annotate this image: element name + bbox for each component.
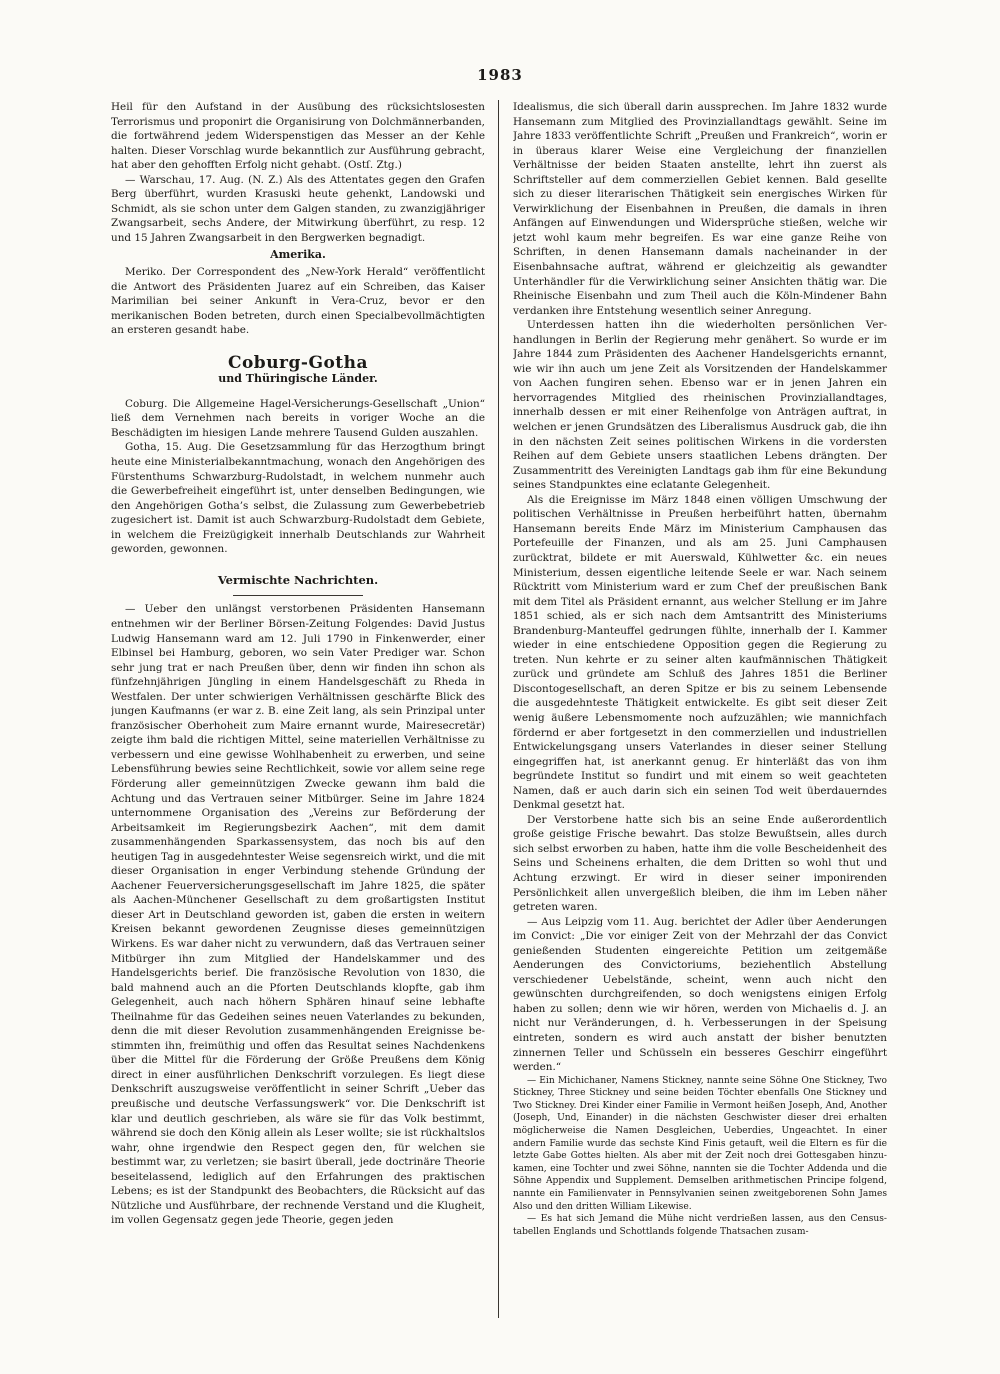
article-paragraph: Unterdessen hatten ihn die wiederholten persönlichen Verhandlungen in Berlin der Regierung mehr genähert. So wurde er im Jahre 1844 zum Präsidenten des Aachener Handelsgerichts ernannt, wie wir ihn auch um jene Zeit als Vorsitzenden der Handelskammer von Aachen fungiren sehen. Ebenso war er in jenen Jahren ein hervorragendes Mitglied des rheinischen Provinziallandtages, innerhalb dessen er mit einer Reihenfolge von Anträgen auftrat, in welchen er jenen Grundsätzen des Liberalismus Ausdruck gab, die ihn in den nächsten Zeit seines politischen Wirkens in die vordersten Reihen auf dem Gebiete unsers staatlichen Lebens drängten. Der Zusammentritt des Vereinigten Landtags gab ihm für eine Bekundung seines Standpunktes eine eclatante Gelegenheit. (513, 319, 887, 492)
right-column (513, 100, 887, 1325)
column-divider (498, 100, 499, 1318)
article-paragraph: Idealismus, die sich überall darin aussprechen. Im Jahre 1832 wurde Hansemann zum Mitglied des Provinziallandtags gewählt. Seine im Jahre 1833 veröffentlichte Schrift „Preußen und Frankreich“, worin er in überaus klarer Weise eine Vergleichung der finanziellen Verhältnisse der beiden Staaten anstellte, lehrt ihn zuerst als Schriftsteller auf dem commerziellen Gebiet kennen. Bald gesellte sich zu dieser literarischen Thätigkeit sein energisches Wirken für Verwirklichung der Eisenbahnen in Preußen, die damals in ihren Anfängen auf Einwendungen und Widersprüche stießen, welche wir jetzt wohl kaum mehr begreifen. Es war eine ganze Reihe von Schriften, in denen Hansemann damals nacheinander in der Eisenbahnsache auftrat, während er gleichzeitig als gewandter Unterhändler für die Verwirklichung seiner Ansichten thätig war. Die Rheinische Eisenbahn und zum Theil auch die Köln-Mindener Bahn verdanken ihre Entstehung wesentlich seiner Anregung. (513, 101, 887, 317)
section-heading-amerika: Amerika. (270, 248, 326, 262)
section-heading-coburg-gotha: Coburg-Gotha (227, 352, 369, 373)
article-paragraph: Als die Ereignisse im März 1848 einen völligen Umschwung der politischen Verhältnisse in Preußen herbeiführt hatten, übernahm Hansemann bereits Ende März im Ministerium Camphausen das Portefeuille der Finanzen, und als am 25. Juni Camphausen zurücktrat, bildete er mit Auerswald, Kühlwetter &c. ein neues Ministerium, dessen eigentliche leitende Seele er war. Nach seinem Rücktritt vom Ministerium ward er zum Chef der preußischen Bank mit dem Titel als Präsident ernannt, aus welcher Stellung er im Jahre 1851 schied, als er sich nach dem Amtsantritt des Ministeriums Brandenburg-Manteuffel gedrungen fühlte, innerhalb der I. Kammer wieder in eine entschiedene Opposition gegen die Regierung zu treten. Nun kehrte er zu seiner alten kaufmännischen Thätigkeit zurück und gründete am Schluß des Jahres 1851 die Berliner Discontogesellschaft, an deren Spitze er bis zu seinem Lebensende die ausgedehnteste Thätigkeit entwickelte. Es gibt seit dieser Zeit wenig äußere Lebensmomente noch aufzuzählen; wie mannichfach fördernd er aber fortgesetzt in den commerziellen und industriellen Entwickelungsgang unsers Vaterlandes in dieser seiner Stellung eingegriffen hat, ist anerkannt genug. Er hinterläßt das von ihm begründete Institut so fundirt und mit einem so weit geachteten Namen, daß er auch darin sich ein seinen Tod weit überdauerndes Denkmal gesetzt hat. (513, 493, 887, 812)
article-paragraph: — Warschau, 17. Aug. (N. Z.) Als des Attentates gegen den Grafen Berg überführt, wurden Krasuski heute gehenkt, Landowski und Schmidt, als sie schon unter dem Galgen standen, zu zwanzigjähriger Zwangsarbeit, sechs Andere, der Mitwirkung überführt, zu resp. 12 und 15 Jahren Zwangsarbeit in den Bergwerken begnadigt. (111, 173, 485, 244)
article-paragraph-small: — Ein Michichaner, Namens Stickney, nannte seine Söhne One Stickney, Two Stickney, Three Stickney und seine beiden Töchter ebenfalls One Stickney und Two Stickney. Drei Kinder einer Familie in Vermont heißen Joseph, And, Another (Joseph, Und, Einander) in die nächsten Geschwister dieser drei erhalten möglicherweise die Namen Desgleichen, Ueberdies, Ungeachtet. In einer andern Familie wurde das sechste Kind Finis getauft, weil die Eltern es für die letzte Gabe Gottes hielten. Als aber mit der Zeit noch drei Gottesgaben hinzukamen, eine Tochter und zwei Söhne, nannten sie die Tochter Addenda und die Söhne Appendix und Supplement. Demselben arithmetischen Principe folgend, nannte ein Familienvater in Pennsylvanien seinen zweitgeborenen Sohn James Also und den dritten William Likewise. (513, 1075, 887, 1212)
article-paragraph: Gotha, 15. Aug. Die Gesetzsammlung für das Herzogthum bringt heute eine Ministerialbekanntmachung, wonach den Angehörigen des Fürstenthums Schwarzburg-Rudolstadt, in welchem nunmehr auch die Gewerbefreiheit eingeführt ist, unter denselben Bedingungen, wie den Angehörigen Gotha’s selbst, die Zulassung zum Gewerbebetrieb zugesichert ist. Damit ist auch Schwarzburg-Rudolstadt dem Gebiete, in welchem die Freizügigkeit innerhalb Deutschlands zur Wahrheit geworden, gewonnen. (111, 441, 485, 556)
article-paragraph-small: — Es hat sich Jemand die Mühe nicht verdrießen lassen, aus den Census-tabellen Englands und Schottlands folgende Thatsachen zusam- (513, 1214, 887, 1237)
article-paragraph: — Ueber den unlängst verstorbenen Präsidenten Hansemann entnehmen wir der Berliner Börsen-Zeitung Folgendes: David Justus Ludwig Hansemann ward am 12. Juli 1790 in Finkenwerder, einer Elbinsel bei Hamburg, geboren, wo sein Vater Prediger war. Schon sehr jung trat er nach Preußen über, denn wir finden ihn schon als fünfzehnjährigen Jüngling in einem Handelsgeschäft zu Rheda in Westfalen. Der unter schwierigen Verhältnissen geschärfte Blick des jungen Kaufmanns (er war z. B. eine Zeit lang, als sein Prinzipal unter französischer Oberhoheit zum Maire ernannt wurde, Mairesecretär) zeigte ihm bald die richtigen Mittel, seine materiellen Verhältnisse zu verbessern und eine gewisse Wohlhabenheit zu erwerben, und seine Lebensführung bewies seine Rechtlichkeit, sowie vor allem seine rege Förderung aller gemeinnützigen Zwecke gewann ihm bald die Achtung und das Vertrauen seiner Mitbürger. Seine im Jahre 1824 unternommene Organisation des „Vereins zur Beförderung der Arbeitsamkeit im Regierungsbezirk Aachen“, mit dem damit zusammenhängenden Sparkassensystem, das noch bis auf den heutigen Tag in ausgedehntester Weise segensreich wirkt, und die mit dieser Organisation in enger Verbindung stehende Gründung der Aachener Feuerversicherungsgesellschaft im Jahre 1825, die später als Aachen-Münchener Gesellschaft zu dem großartigsten Institut dieser Art in Deutschland geworden ist, gaben die ersten in weitern Kreisen bekannt gewordenen Zeugnisse dieses gemeinnützigen Wirkens. Es war daher nicht zu verwundern, daß das Vertrauen seiner Mitbürger ihn zum Mitglied der Handelskammer und des Handelsgerichts berief. Die französische Revolution von 1830, die bald mahnend auch an die Pforten Deutschlands klopfte, gab ihm Gelegenheit, auch nach höhern Sphären hinauf seine lebhafte Theilnahme für das Gedeihen seines neuen Vaterlandes zu bekunden, denn die mit dieser Revolution zusammenhängenden Ereignisse bestimmten ihn, freimüthig und offen das Resultat seines Nachdenkens über die Mittel für die Förderung der Größe Preußens dem König direct in einer ausführlichen Denkschrift vorzulegen. Es liegt diese Denkschrift auszugsweise veröffentlicht in seiner Schrift „Ueber das preußische und deutsche Verfassungswerk“ vor. Die Denkschrift ist klar und deutlich geschrieben, als wäre sie für das Volk bestimmt, während sie doch den König allein als Leser wollte; sie ist rückhaltslos wahr, ohne irgendwie den Respect gegen den, für welchen sie bestimmt war, zu verletzen; sie basirt überall, jede doctrinäre Theorie beseitelassend, lediglich auf den Erfahrungen des praktischen Lebens; es ist der Standpunkt des Beobachters, die Rücksicht auf das Nützliche und Ausführbare, der rechnende Verstand und die Klugheit, im vollen Gegensatz gegen jede Theorie, gegen jeden (111, 603, 485, 1227)
article-paragraph: — Aus Leipzig vom 11. Aug. berichtet der Adler über Aenderungen im Convict: „Die vor einiger Zeit von der Mehrzahl der das Convict genießenden Studenten eingereichte Petition um zeitgemäße Aenderungen des Convictoriums, beziehentlich Abstellung verschiedener Uebelstände, scheint, wenn auch nicht den gewünschten durchgreifenden, so doch wenigstens einigen Erfolg haben zu sollen; denn wie wir hören, werden von Michaelis d. J. an nicht nur Veränderungen, d. h. Verbesserungen in der Speisung eintreten, sondern es wird auch anstatt der bisher benutzten zinnernen Teller und Schüsseln ein besseres Geschirr eingeführt werden.“ (513, 915, 887, 1074)
bleed-through-text (560, 1328, 860, 1338)
article-paragraph: Heil für den Aufstand in der Ausübung des rücksichtslosesten Terrorismus und proponirt die Organisirung von Dolchmännerbanden, die fortwährend jedem Widerspenstigen das Messer an der Kehle halten. Dieser Vorschlag wurde bekanntlich zur Ausführung gebracht, hat aber den gehofften Erfolg nicht gehabt. (Ostſ. Ztg.) (111, 101, 485, 172)
heading-rule (233, 595, 363, 596)
article-paragraph: Meriko. Der Correspondent des „New-York Herald“ veröffentlicht die Antwort des Präsidenten Juarez auf ein Schreiben, das Kaiser Marimilian bei seiner Ankunft in Vera-Cruz, bevor er den merikanischen Boden betreten, durch einen Specialbevollmächtigten an ersteren gesandt habe. (111, 266, 485, 337)
article-paragraph: Coburg. Die Allgemeine Hagel-Versicherungs-Gesellschaft „Union“ ließ dem Vernehmen nach bereits in voriger Woche an die Beschädigten im hiesigen Lande mehrere Tausend Gulden auszahlen. (111, 397, 485, 439)
left-column (111, 100, 485, 1318)
page-number: 1983 (477, 66, 523, 84)
article-paragraph: Der Verstorbene hatte sich bis an seine Ende außerordentlich große geistige Frische bewahrt. Das stolze Bewußtsein, alles durch sich selbst erworben zu haben, hatte ihm die volle Bescheidenheit des Seins und Scheinens erhalten, die dem Dritten so wohl thut und Achtung erzwingt. Er wird in dieser seiner imponirenden Persönlichkeit allen unvergeßlich bleiben, die ihm im Leben näher getreten waren. (513, 813, 887, 914)
section-heading-vermischte: Vermischte Nachrichten. (217, 572, 379, 587)
section-subheading: und Thüringische Länder. (218, 372, 378, 386)
